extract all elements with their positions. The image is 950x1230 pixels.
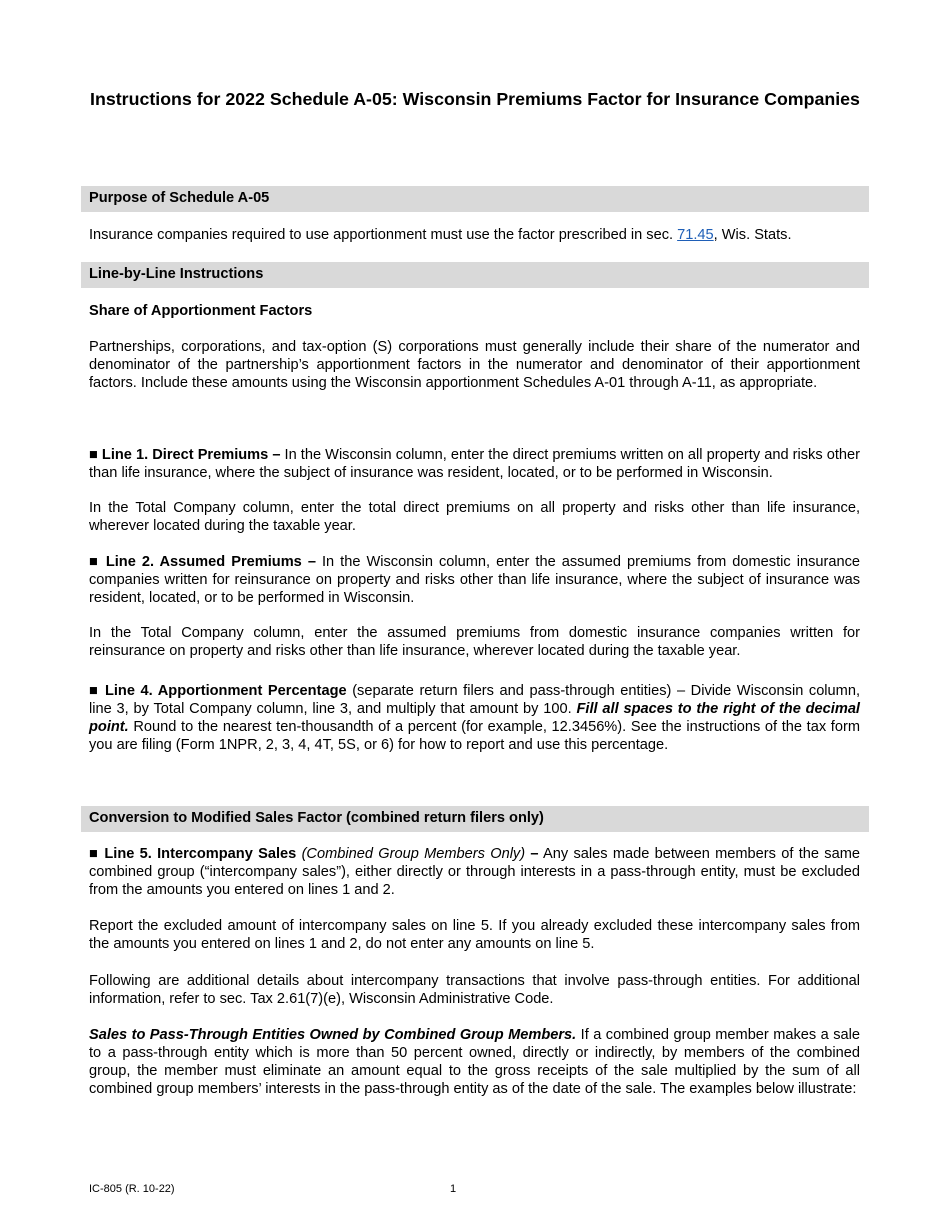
following-paragraph: Following are additional details about intercompany transactions that involve pass-through entities. For additional information, refer to sec. Tax 2.61(7)(e), Wisconsin Administrative Code. bbox=[89, 973, 860, 1007]
sales-paragraph: Sales to Pass-Through Entities Owned by Combined Group Members. If a combined group member makes a sale to a pass-through entity which is more than 50 percent owned, directly or indirectly, by members of the combined group, the member must eliminate an amount equal to the gross receipts of the sale multiplied by the sum of all combined group members’ interests in the pass-through entity as of the date of the sale. The examples below illustrate: bbox=[89, 1027, 860, 1097]
report-paragraph: Report the excluded amount of intercompany sales on line 5. If you already excluded these intercompany sales from the amounts you entered on lines 1 and 2, do not enter any amounts on line 5. bbox=[89, 918, 860, 952]
line5-paragraph: ■ Line 5. Intercompany Sales (Combined Group Members Only) – Any sales made between members of the same combined group (“intercompany sales”), either directly or through interests in a pass-through entity, must be excluded from the amounts you entered on lines 1 and 2. bbox=[89, 846, 860, 898]
line4-paragraph: ■ Line 4. Apportionment Percentage (separate return filers and pass-through entities) – Divide Wisconsin column, line 3, by Total Company column, line 3, and multiply that amount by 100. Fill all spaces to the right of the decimal point. Round to the nearest ten-thousandth of a percent (for example, 12.3456%). See the instructions of the tax form you are filing (Form 1NPR, 2, 3, 4, 4T, 5S, or 6) for how to report and use this percentage. bbox=[89, 683, 860, 753]
line1-total-paragraph: In the Total Company column, enter the total direct premiums on all property and risks other than life insurance, wherever located during the taxable year. bbox=[89, 500, 860, 534]
statute-link[interactable]: 71.45 bbox=[677, 227, 714, 243]
line1-paragraph: ■ Line 1. Direct Premiums – In the Wisconsin column, enter the direct premiums written on all property and risks other than life insurance, where the subject of insurance was resident, located, or to be performed in Wisconsin. bbox=[89, 447, 860, 481]
document-title: Instructions for 2022 Schedule A-05: Wisconsin Premiums Factor for Insurance Companies bbox=[90, 89, 860, 109]
subheading-share: Share of Apportionment Factors bbox=[89, 303, 313, 319]
footer-page-number: 1 bbox=[450, 1183, 457, 1195]
section-heading-conversion: Conversion to Modified Sales Factor (combined return filers only) bbox=[81, 806, 869, 832]
section-heading-line-by-line: Line-by-Line Instructions bbox=[81, 262, 869, 288]
purpose-paragraph: Insurance companies required to use apportionment must use the factor prescribed in sec. 71.45, Wis. Stats. bbox=[89, 227, 792, 243]
footer-form-id: IC-805 (R. 10-22) bbox=[89, 1183, 175, 1195]
line2-total-paragraph: In the Total Company column, enter the assumed premiums from domestic insurance companies written for reinsurance on property and risks other than life insurance, wherever located during the taxable year. bbox=[89, 625, 860, 659]
line2-paragraph: ■ Line 2. Assumed Premiums – In the Wisconsin column, enter the assumed premiums from domestic insurance companies written for reinsurance on property and risks other than life insurance, where the subject of insurance was resident, located, or to be performed in Wisconsin. bbox=[89, 554, 860, 606]
share-paragraph: Partnerships, corporations, and tax-option (S) corporations must generally include their share of the numerator and denominator of the partnership’s apportionment factors in the numerator and denominator of their apportionment factors. Include these amounts using the Wisconsin apportionment Schedules A-01 through A-11, as appropriate. bbox=[89, 339, 860, 391]
section-heading-purpose: Purpose of Schedule A-05 bbox=[81, 186, 869, 212]
